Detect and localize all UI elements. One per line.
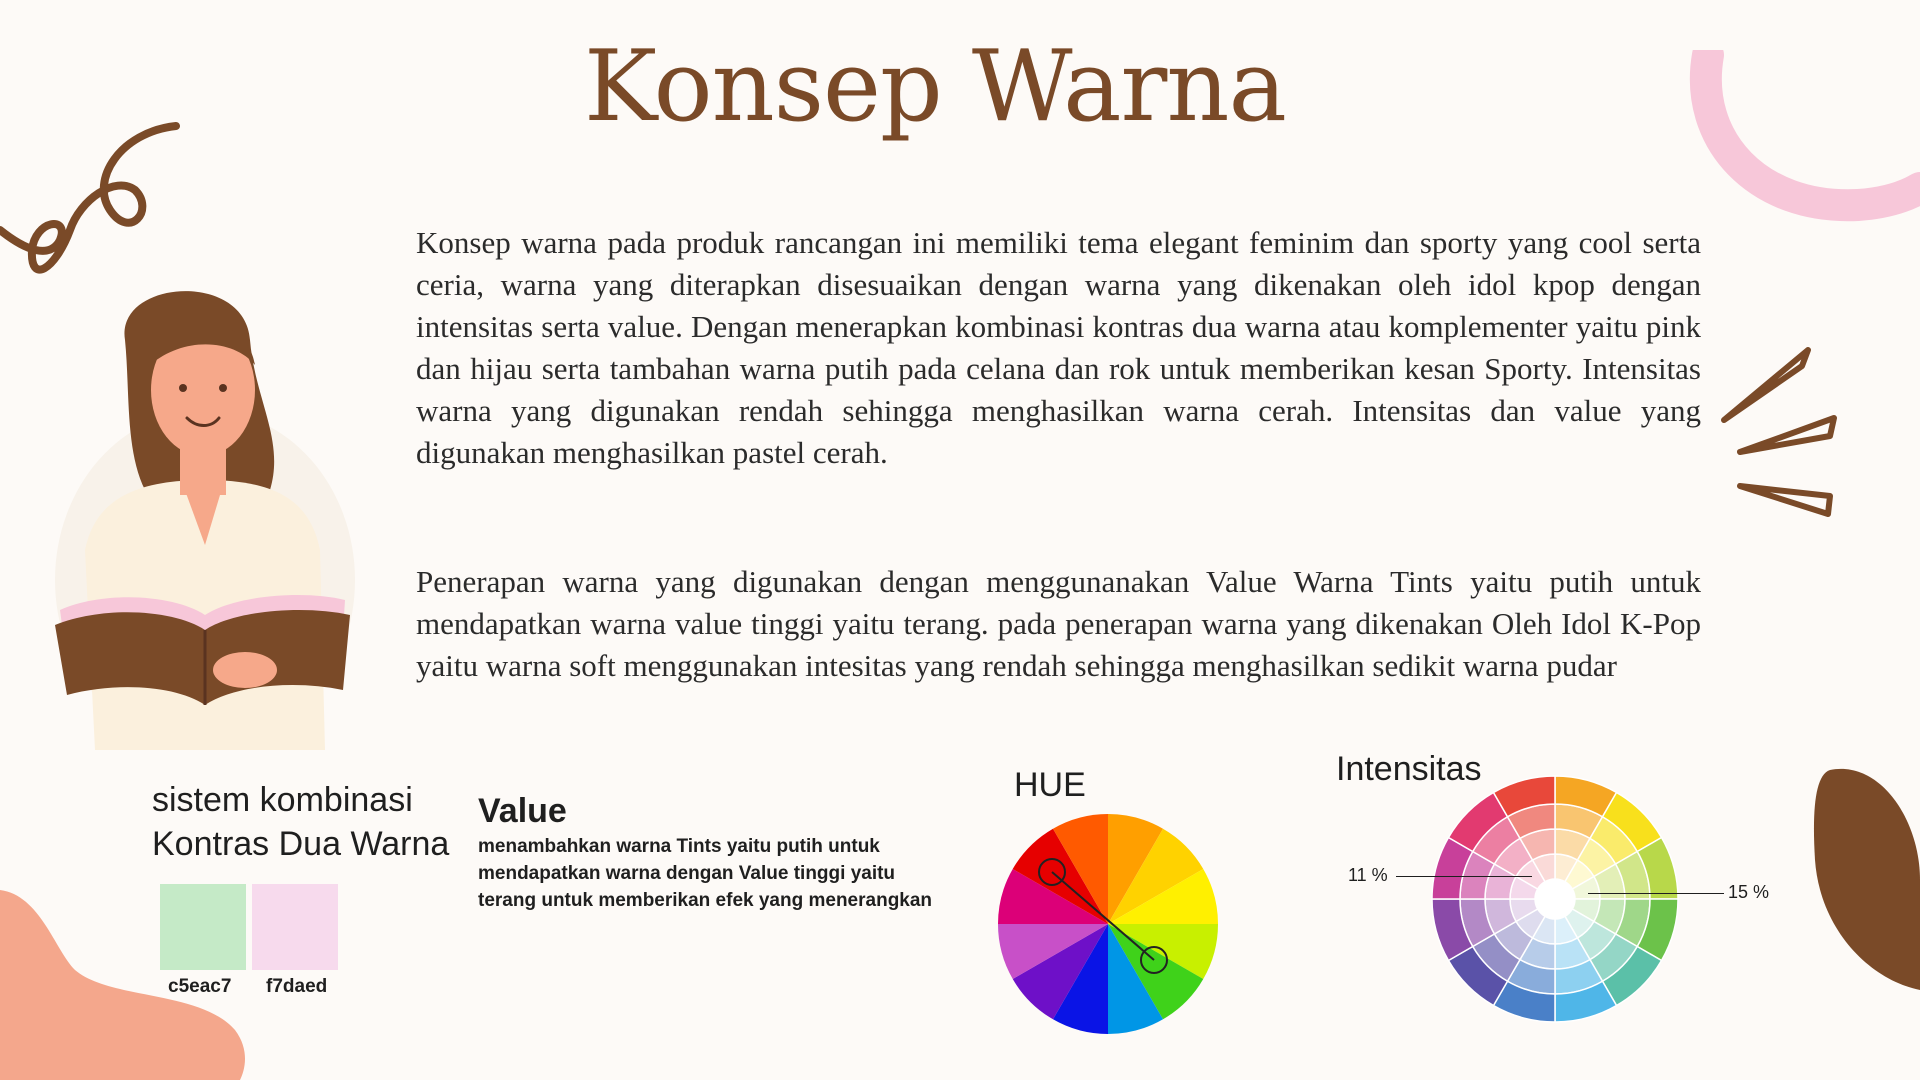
- swatch-pink: [252, 884, 338, 970]
- swatch-green-label: c5eac7: [168, 976, 232, 997]
- triangles-decoration: [1720, 340, 1840, 520]
- intensitas-left-label: 11 %: [1348, 865, 1388, 885]
- woman-reading-illustration: [55, 280, 355, 750]
- intensitas-heading: Intensitas: [1336, 750, 1482, 788]
- intensitas-left-line: [1396, 876, 1532, 877]
- value-line-3: terang untuk memberikan efek yang menerangkan: [478, 890, 933, 911]
- value-description: [478, 833, 998, 914]
- paragraph-konsep: Konsep warna pada produk rancangan ini memiliki tema elegant feminim dan sporty yang cool serta ceria, warna yang diterapkan disesuaikan dengan warna yang dikenakan oleh idol kpop dengan intensitas serta value. Dengan menerapkan kombinasi kontras dua warna atau komplementer yaitu pink dan hijau serta tambahan warna putih pada celana dan rok untuk memberikan kesan Sporty. Intensitas warna yang digunakan rendah sehingga menghasilkan warna cerah. Intensitas dan value yang digunakan menghasilkan pastel cerah.: [416, 225, 1701, 470]
- brown-blob-decoration: [1810, 760, 1920, 1000]
- swatch-pink-label: f7daed: [266, 976, 328, 997]
- squiggle-decoration: [0, 120, 190, 300]
- intensitas-center: [1535, 879, 1575, 919]
- value-heading: Value: [478, 792, 567, 830]
- sistem-kombinasi-heading: [152, 778, 449, 866]
- page-title: Konsep Warna: [584, 30, 1286, 144]
- hue-heading: HUE: [1014, 766, 1086, 804]
- swatch-green: [160, 884, 246, 970]
- hue-color-wheel: [996, 812, 1220, 1036]
- intensitas-color-wheel: [1430, 774, 1680, 1024]
- intensitas-right-label: 15 %: [1728, 882, 1770, 902]
- sistem-line-1: sistem kombinasi: [152, 781, 413, 819]
- value-line-1: menambahkan warna Tints yaitu putih untuk: [478, 836, 880, 857]
- sistem-line-2: Kontras Dua Warna: [152, 825, 450, 863]
- value-line-2: mendapatkan warna dengan Value tinggi yaitu: [478, 863, 896, 884]
- paragraph-penerapan: Penerapan warna yang digunakan dengan menggunanakan Value Warna Tints yaitu putih untuk mendapatkan warna value tinggi yaitu terang. pada penerapan warna yang dikenakan Oleh Idol K-Pop yaitu warna soft menggunakan intesitas yang rendah sehingga menghasilkan sedikit warna pudar: [416, 564, 1701, 683]
- intensitas-right-line: [1588, 893, 1724, 894]
